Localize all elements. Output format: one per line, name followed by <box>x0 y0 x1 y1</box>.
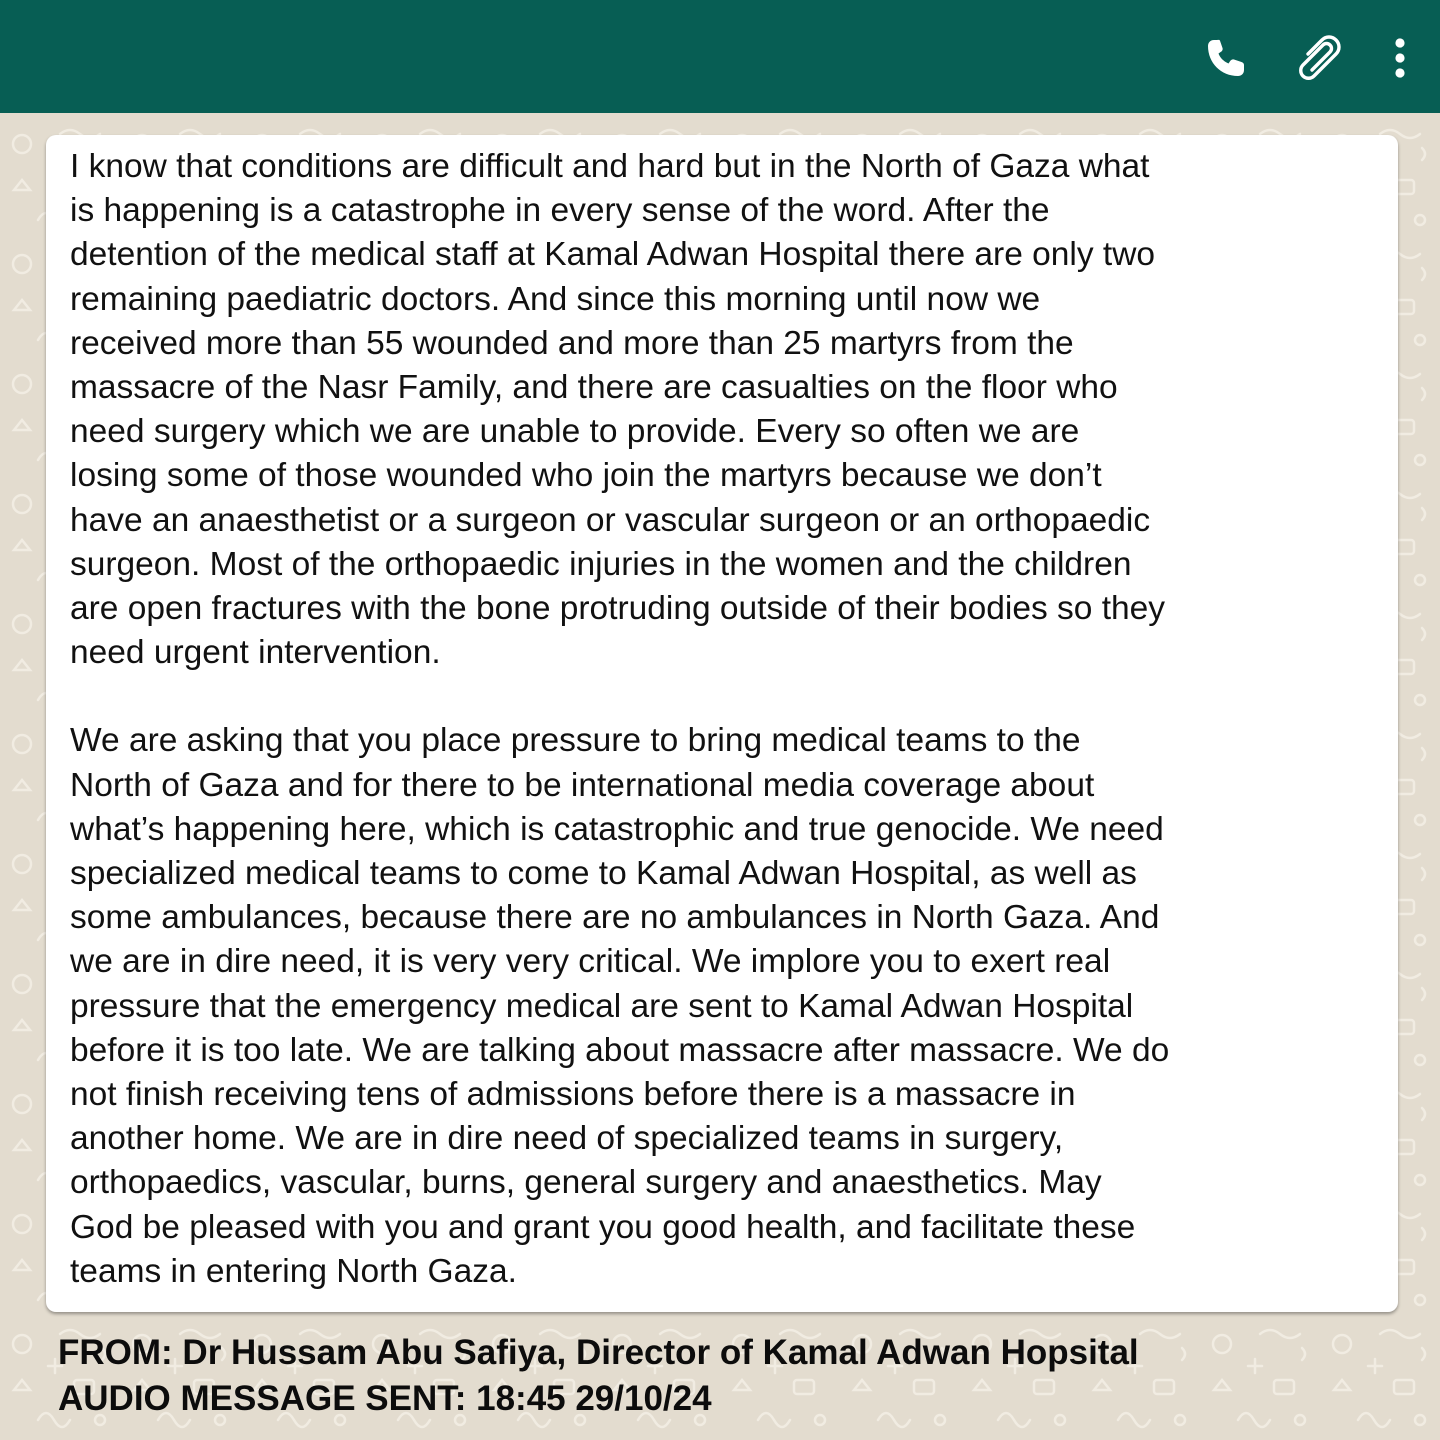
message-bubble <box>46 135 1398 1312</box>
message-paragraph-2: We are asking that you place pressure to bring medical teams to the North of Gaza and for there to be international media coverage about what’s happening here, which is catastrophic and true genocide. We need specialized medical teams to come to Kamal Adwan Hospital, as well as some ambulances, because there are no ambulances in North Gaza. And we are in dire need, it is very very critical. We implore you to exert real pressure that the emergency medical are sent to Kamal Adwan Hospital before it is too late. We are talking about massacre after massacre. We do not finish receiving tens of admissions before there is a massacre in another home. We are in dire need of specialized teams in surgery, orthopaedics, vascular, burns, general surgery and anaesthetics. May God be pleased with you and grant you good health, and facilitate these teams in entering North Gaza. <box>70 722 1170 1290</box>
kebab-menu-icon[interactable] <box>1376 34 1424 82</box>
paperclip-icon[interactable] <box>1294 34 1342 82</box>
sent-line: AUDIO MESSAGE SENT: 18:45 29/10/24 <box>58 1379 712 1418</box>
message-paragraph-1: I know that conditions are difficult and hard but in the North of Gaza what is happening is a catastrophe in every sense of the word. After the detention of the medical staff at Kamal Adwan Hospital there are only two remaining paediatric doctors. And since this morning until now we received more than 55 wounded and more than 25 martyrs from the massacre of the Nasr Family, and there are casualties on the floor who need surgery which we are unable to provide. Every so often we are losing some of those wounded who join the martyrs because we don’t have an anaesthetist or a surgeon or vascular surgeon or an orthopaedic surgeon. Most of the orthopaedic injuries in the women and the children are open fractures with the bone protruding outside of their bodies so they need urgent intervention. <box>70 148 1166 672</box>
from-line: FROM: Dr Hussam Abu Safiya, Director of Kamal Adwan Hopsital <box>58 1333 1139 1372</box>
phone-icon[interactable] <box>1202 34 1250 82</box>
chat-header-bar <box>0 0 1440 113</box>
message-caption <box>58 1330 1139 1422</box>
